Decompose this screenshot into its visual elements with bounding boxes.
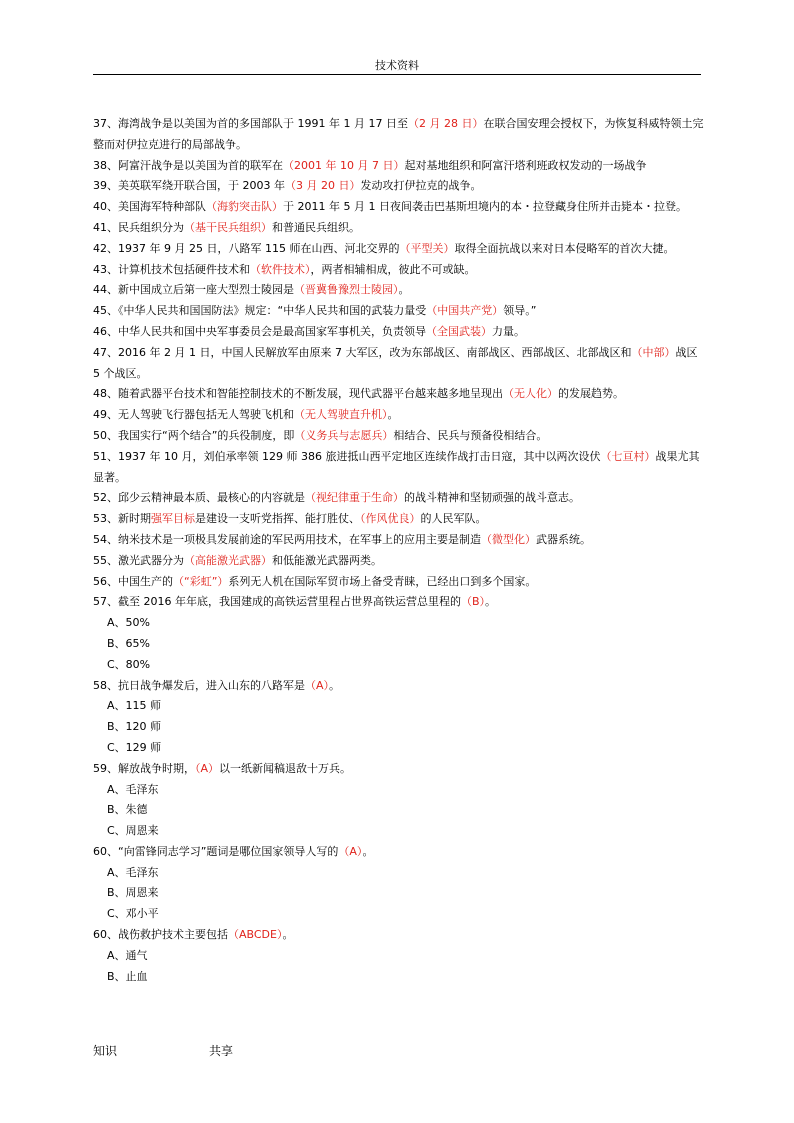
answer-text: （平型关） xyxy=(399,241,455,255)
question-text: 52、邱少云精神最本质、最核心的内容就是 xyxy=(93,491,305,505)
question-text: 和普通民兵组织。 xyxy=(272,220,360,234)
question-item xyxy=(93,447,705,489)
question-text: 51、1937 年 10 月，刘伯承率领 129 师 386 旅进抵山西平定地区连续作战打击日寇，其中以两次设伏 xyxy=(93,449,601,463)
question-text: 在联合国安理会授权下，为恢复科威特领土完整而对伊拉克进行的局部战争。 xyxy=(93,117,704,151)
question-text: 41、民兵组织分为 xyxy=(93,220,184,234)
question-text: 是建设一支听党指挥、能打胜仗、 xyxy=(195,512,360,526)
question-item xyxy=(93,260,705,281)
answer-text: （“彩虹”） xyxy=(173,574,229,588)
question-item xyxy=(93,384,705,405)
answer-text: （A） xyxy=(305,678,330,692)
question-text: 和低能激光武器两类。 xyxy=(272,553,382,567)
question-text: 54、纳米技术是一项极具发展前途的军民两用技术，在军事上的应用主要是制造 xyxy=(93,532,481,546)
answer-option: B、65% xyxy=(107,636,150,650)
question-list xyxy=(93,114,705,987)
answer-text: （七亘村） xyxy=(600,449,656,463)
question-text: 领导。” xyxy=(503,304,537,318)
question-item xyxy=(93,759,705,780)
question-text: 以一纸新闻稿退敌十万兵。 xyxy=(219,761,352,775)
question-text: 武器系统。 xyxy=(536,532,591,546)
question-text: 。 xyxy=(362,844,374,858)
question-item xyxy=(93,530,705,551)
answer-option: A、115 师 xyxy=(107,699,162,713)
answer-text: （视纪律重于生命） xyxy=(305,491,404,505)
question-item xyxy=(93,509,705,530)
question-text: 59、解放战争时期， xyxy=(93,761,195,775)
question-text: 53、新时期 xyxy=(93,512,151,526)
answer-option: C、129 师 xyxy=(107,740,162,754)
question-text: 44、新中国成立后第一座大型烈士陵园是 xyxy=(93,283,294,297)
question-text: 取得全面抗战以来对日本侵略军的首次大捷。 xyxy=(454,241,675,255)
answer-text: （海豹突击队） xyxy=(206,200,283,214)
question-text: 的人民军队。 xyxy=(420,512,487,526)
answer-text: （基干民兵组织） xyxy=(184,220,272,234)
answer-option: C、80% xyxy=(107,657,151,671)
question-text: 。 xyxy=(329,678,341,692)
question-item xyxy=(93,925,705,946)
question-text: 于 2011 年 5 月 1 日夜间袭击巴基斯坦境内的本・拉登藏身住所并击毙本・拉登。 xyxy=(283,200,687,214)
question-text: 60、战伤救护技术主要包括 xyxy=(93,928,228,942)
question-text: 45、《中华人民共和国国防法》规定：“中华人民共和国的武装力量受 xyxy=(93,304,427,318)
footer-right-text: 共享 xyxy=(209,1044,234,1058)
answer-option: B、120 师 xyxy=(107,720,162,734)
question-item xyxy=(93,405,705,426)
question-item xyxy=(93,842,705,863)
question-text: 。 xyxy=(398,283,410,297)
answer-text: （软件技术） xyxy=(250,262,311,276)
answer-text: （A） xyxy=(195,761,220,775)
answer-option: B、止血 xyxy=(107,969,148,983)
question-text: 43、计算机技术包括硬件技术和 xyxy=(93,262,250,276)
question-text: 40、美国海军特种部队 xyxy=(93,200,206,214)
answer-text: （3 月 20 日） xyxy=(284,179,361,193)
answer-text: （ABCDE） xyxy=(228,928,283,942)
question-text: 47、2016 年 2 月 1 日，中国人民解放军由原来 7 大军区，改为东部战区、南部战区、西部战区、北部战区和 xyxy=(93,345,632,359)
question-text: 的发展趋势。 xyxy=(558,387,624,401)
answer-text: （晋冀鲁豫烈士陵园） xyxy=(294,283,399,297)
answer-text: （义务兵与志愿兵） xyxy=(294,428,394,442)
answer-text: （微型化） xyxy=(481,532,536,546)
answer-option: A、毛泽东 xyxy=(107,865,159,879)
question-text: 60、“向雷锋同志学习”题词是哪位国家领导人写的 xyxy=(93,844,339,858)
question-text: 58、抗日战争爆发后，进入山东的八路军是 xyxy=(93,678,305,692)
question-item xyxy=(93,301,705,322)
answer-option: C、周恩来 xyxy=(107,824,159,838)
page-header-title: 技术资料 xyxy=(375,59,419,72)
question-text: 56、中国生产的 xyxy=(93,574,173,588)
answer-option: C、邓小平 xyxy=(107,907,159,921)
question-item xyxy=(93,239,705,260)
question-text: 48、随着武器平台技术和智能控制技术的不断发展，现代武器平台越来越多地呈现出 xyxy=(93,387,503,401)
question-text: 46、中华人民共和国中央军事委员会是最高国家军事机关，负责领导 xyxy=(93,324,426,338)
question-text: ，两者相辅相成，彼此不可或缺。 xyxy=(310,262,476,276)
footer-left-text: 知识 xyxy=(93,1044,118,1058)
answer-option: B、周恩来 xyxy=(107,886,159,900)
question-text: 55、激光武器分为 xyxy=(93,553,184,567)
question-item xyxy=(93,572,705,593)
question-text: 。 xyxy=(282,928,294,942)
question-text: 37、海湾战争是以美国为首的多国部队于 1991 年 1 月 17 日至 xyxy=(93,117,408,130)
question-item xyxy=(93,322,705,343)
answer-text: （作风优良） xyxy=(360,512,421,526)
answer-text: （中国共产党） xyxy=(426,304,504,318)
question-item xyxy=(93,156,705,177)
answer-text: （A） xyxy=(338,844,363,858)
question-item xyxy=(93,176,705,197)
question-text: 战果尤其显著。 xyxy=(93,449,700,484)
question-text: 起对基地组织和阿富汗塔利班政权发动的一场战争 xyxy=(404,158,647,172)
header-divider xyxy=(93,74,701,75)
answer-option: B、朱德 xyxy=(107,803,148,817)
question-item xyxy=(93,676,705,697)
answer-text: （全国武装） xyxy=(426,324,492,338)
answer-text: （无人化） xyxy=(503,387,558,401)
answer-text: （2 月 28 日） xyxy=(407,117,484,130)
question-text: 57、截至 2016 年年底，我国建成的高铁运营里程占世界高铁运营总里程的 xyxy=(93,595,461,609)
question-text: 力量。 xyxy=(492,324,525,338)
question-item xyxy=(93,218,705,239)
question-item xyxy=(93,343,705,385)
question-text: 50、我国实行“两个结合”的兵役制度，即 xyxy=(93,428,295,442)
question-item xyxy=(93,488,705,509)
question-text: 。 xyxy=(485,595,497,609)
question-item xyxy=(93,426,705,447)
page-footer xyxy=(93,1042,393,1059)
answer-text: （无人驾驶直升机） xyxy=(294,408,388,422)
question-item xyxy=(93,551,705,572)
answer-option: A、50% xyxy=(107,616,150,630)
question-text: 系列无人机在国际军贸市场上备受青睐，已经出口到多个国家。 xyxy=(228,574,537,588)
answer-text: 强军目标 xyxy=(151,512,195,526)
answer-text: （2001 年 10 月 7 日） xyxy=(283,158,405,172)
question-item xyxy=(93,114,705,156)
question-text: 相结合、民兵与预备役相结合。 xyxy=(393,428,548,442)
question-text: 49、无人驾驶飞行器包括无人驾驶飞机和 xyxy=(93,408,294,422)
question-text: 发动攻打伊拉克的战争。 xyxy=(360,179,482,193)
question-text: 的战斗精神和坚韧顽强的战斗意志。 xyxy=(404,491,580,505)
question-item xyxy=(93,592,705,613)
question-text: 战区 5 个战区。 xyxy=(93,345,698,380)
question-text: 38、阿富汗战争是以美国为首的联军在 xyxy=(93,158,283,172)
answer-text: （B） xyxy=(460,595,486,609)
question-text: 。 xyxy=(387,408,399,422)
answer-option: A、通气 xyxy=(107,948,148,962)
question-item xyxy=(93,197,705,218)
answer-option: A、毛泽东 xyxy=(107,782,159,796)
answer-text: （高能激光武器） xyxy=(184,553,272,567)
question-text: 39、美英联军绕开联合国，于 2003 年 xyxy=(93,179,285,193)
question-item xyxy=(93,280,705,301)
question-text: 42、1937 年 9 月 25 日，八路军 115 师在山西、河北交界的 xyxy=(93,241,400,255)
answer-text: （中部） xyxy=(631,345,676,359)
